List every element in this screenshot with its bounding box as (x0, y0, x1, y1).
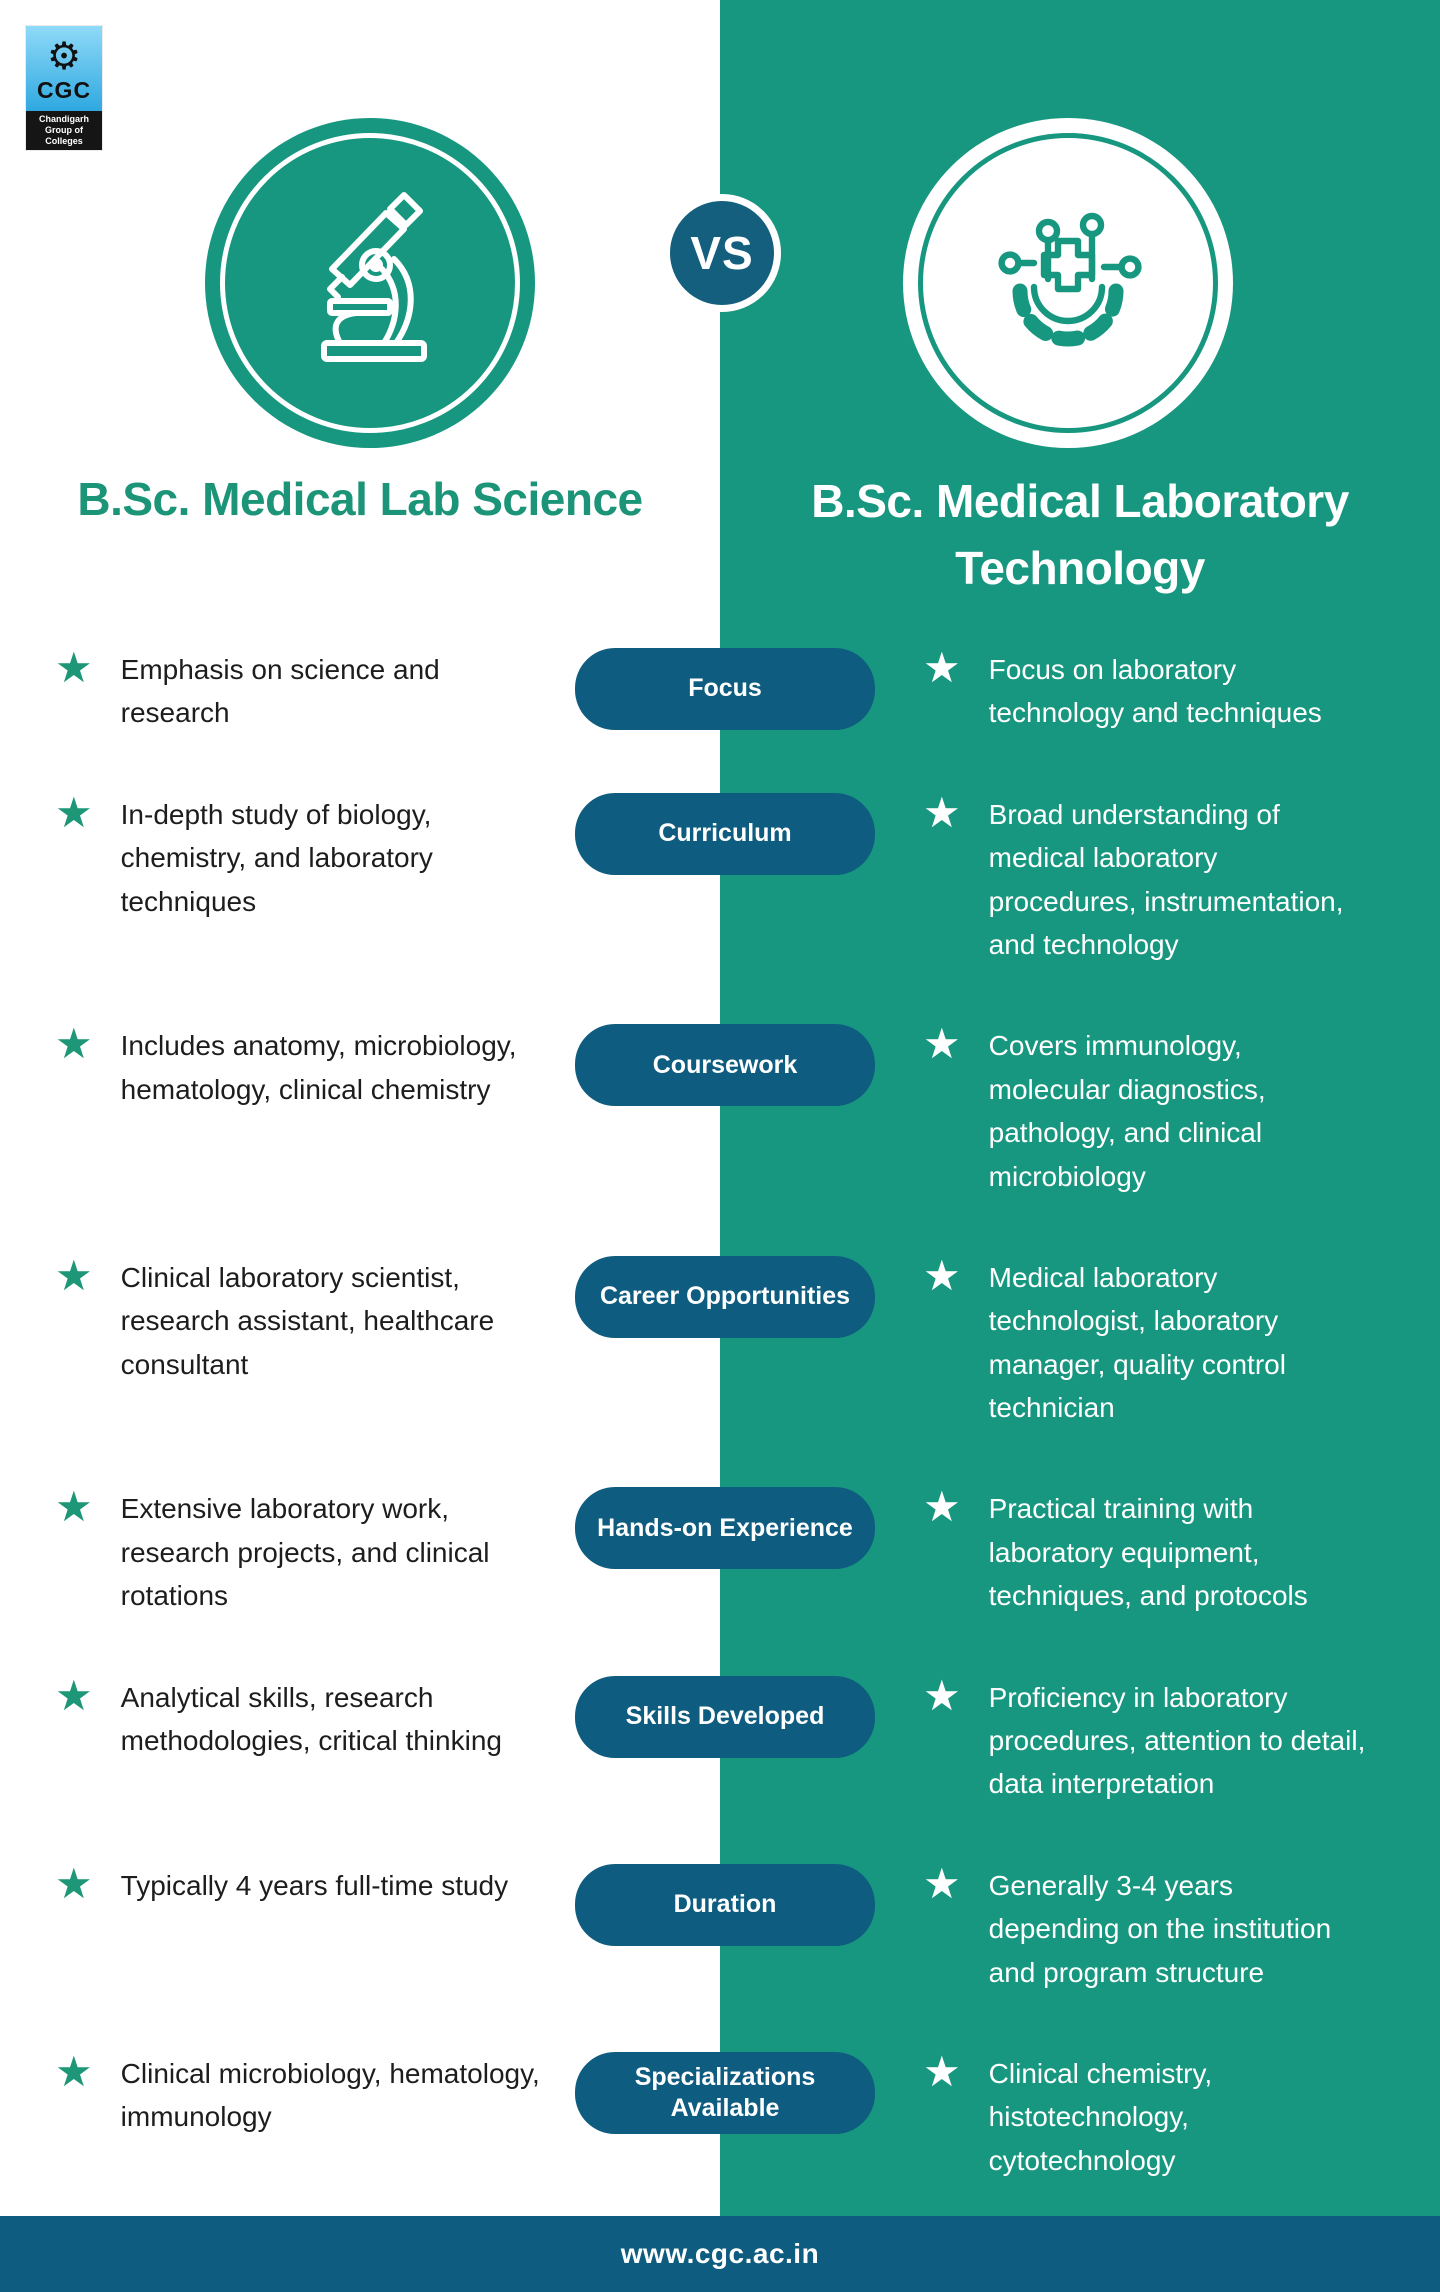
star-icon: ★ (55, 2046, 93, 2096)
category-label: Hands-on Experience (597, 1513, 853, 1542)
category-label: Career Opportunities (599, 1282, 851, 1311)
category-label: Duration (673, 1890, 777, 1919)
category-pill (575, 1864, 875, 1946)
left-point-text: Typically 4 years full-time study (120, 1869, 509, 1901)
right-program-emblem (903, 118, 1233, 448)
comparison-row (0, 1250, 1440, 1430)
right-point (875, 1250, 1440, 1430)
logo-org-name (26, 111, 102, 150)
star-icon: ★ (55, 643, 93, 692)
right-point (875, 1858, 1440, 1994)
right-point-text: Practical training with laboratory equipment, techniques, and protocols (988, 1493, 1308, 1612)
left-point-text: Includes anatomy, microbiology, hematology, clinical chemistry (120, 1030, 517, 1105)
left-point (0, 2046, 575, 2139)
star-icon: ★ (923, 787, 961, 837)
star-icon: ★ (923, 1250, 961, 1300)
star-icon: ★ (55, 787, 93, 837)
star-icon: ★ (55, 1482, 93, 1532)
logo-org-line2: Group of Colleges (45, 125, 83, 146)
footer-bar (0, 2216, 1440, 2292)
right-point (875, 1019, 1440, 1198)
star-icon: ★ (55, 1670, 93, 1720)
right-program-title-line2: Technology (955, 541, 1205, 594)
cgc-logo-top (26, 26, 102, 111)
right-point-text: Broad understanding of medical laboratory procedures, instrumentation, and technology (988, 798, 1344, 960)
cgc-logo (26, 26, 102, 150)
category-label: Coursework (652, 1050, 798, 1079)
right-program-title-line1: B.Sc. Medical Laboratory (811, 475, 1349, 527)
right-point-text: Focus on laboratory technology and techniques (988, 654, 1322, 729)
star-icon: ★ (923, 1019, 961, 1069)
left-point-text: Analytical skills, research methodologies, critical thinking (120, 1681, 502, 1757)
logo-org-line1: Chandigarh (38, 114, 89, 124)
left-point (0, 1019, 575, 1111)
left-point (0, 1858, 575, 1908)
category-pill (575, 793, 875, 875)
medical-technology-gear-icon (968, 183, 1168, 383)
star-icon: ★ (923, 2046, 961, 2096)
right-point (875, 1482, 1440, 1617)
left-point-text: Clinical laboratory scientist, research assistant, healthcare consultant (120, 1261, 495, 1380)
left-point (0, 787, 575, 923)
left-point-text: Clinical microbiology, hematology, immunology (120, 2057, 540, 2133)
left-point (0, 1482, 575, 1617)
star-icon: ★ (923, 1482, 961, 1532)
star-icon: ★ (55, 1858, 93, 1908)
vs-badge (663, 194, 781, 312)
left-program-emblem (205, 118, 535, 448)
left-point-text: In-depth study of biology, chemistry, and laboratory techniques (120, 798, 433, 917)
category-label: Skills Developed (625, 1702, 825, 1731)
left-program-title: B.Sc. Medical Lab Science (77, 473, 643, 525)
star-icon: ★ (923, 1670, 961, 1720)
logo-abbr: CGC (36, 76, 92, 103)
comparison-row (0, 1019, 1440, 1198)
right-point (875, 2046, 1440, 2182)
category-pill (575, 1676, 875, 1758)
left-point-text: Extensive laboratory work, research projects, and clinical rotations (120, 1493, 490, 1612)
star-icon: ★ (923, 1858, 961, 1908)
category-label: Focus (688, 674, 762, 703)
comparison-row (0, 1670, 1440, 1806)
comparison-row (0, 1858, 1440, 1994)
left-point-text: Emphasis on science and research (120, 654, 440, 729)
comparison-row (0, 1482, 1440, 1617)
right-point (875, 643, 1440, 735)
right-point-text: Medical laboratory technologist, laboratory manager, quality control technician (988, 1261, 1286, 1424)
gear-emblem-icon: ⚙ (46, 33, 82, 78)
comparison-row (0, 2046, 1440, 2182)
star-icon: ★ (923, 643, 961, 692)
vs-label: VS (690, 227, 754, 279)
right-program-title (720, 468, 1440, 601)
right-point-text: Proficiency in laboratory procedures, attention to detail, data interpretation (988, 1681, 1366, 1800)
right-point-text: Clinical chemistry, histotechnology, cytotechnology (988, 2057, 1213, 2176)
category-label: Curriculum (658, 819, 792, 848)
right-point-text: Generally 3-4 years depending on the institution and program structure (988, 1869, 1332, 1988)
category-label: Specializations Available (634, 2062, 816, 2123)
comparison-row (0, 787, 1440, 967)
footer-website: www.cgc.ac.in (620, 2238, 820, 2269)
category-pill (575, 1256, 875, 1338)
left-point (0, 1670, 575, 1763)
category-pill (575, 1024, 875, 1106)
right-point (875, 1670, 1440, 1806)
comparison-rows (0, 643, 1440, 2240)
category-pill (575, 648, 875, 730)
comparison-row (0, 643, 1440, 735)
microscope-icon (270, 183, 470, 383)
right-point-text: Covers immunology, molecular diagnostics, pathology, and clinical microbiology (988, 1030, 1266, 1192)
right-point (875, 787, 1440, 967)
star-icon: ★ (55, 1019, 93, 1069)
left-point (0, 1250, 575, 1386)
left-point (0, 643, 575, 735)
category-pill (575, 1487, 875, 1569)
star-icon: ★ (55, 1250, 93, 1300)
category-pill (575, 2052, 875, 2135)
